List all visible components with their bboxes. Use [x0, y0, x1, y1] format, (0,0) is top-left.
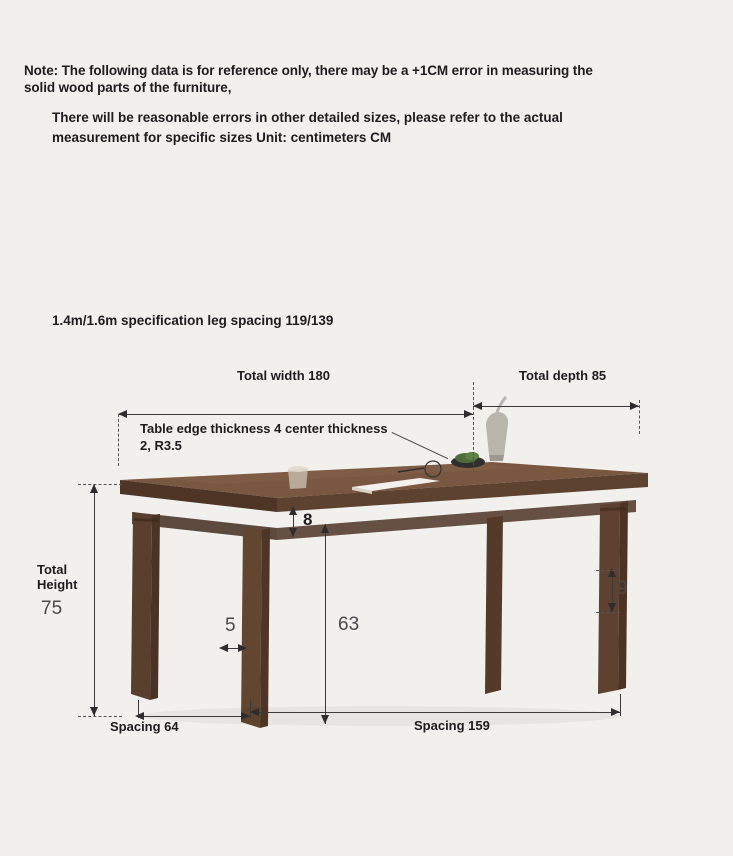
note-line-1: Note: The following data is for reference only, there may be a +1CM error in measuring the [24, 63, 593, 78]
note-line-2: solid wood parts of the furniture, [24, 80, 232, 95]
dimline-clearance [325, 524, 326, 724]
label-spacing-long: Spacing 159 [414, 718, 490, 733]
ext-total-width-right [473, 382, 475, 470]
dimline-total-width [118, 414, 473, 415]
arrow-height-bottom [90, 707, 98, 716]
dimline-spacing-long [250, 712, 620, 713]
arrow-total-depth-right [630, 402, 639, 410]
arrow-leg-inset-left [219, 644, 228, 652]
arrow-total-width-right [464, 410, 473, 418]
dimline-spacing-short [138, 716, 250, 717]
arrow-leg-width-bottom [608, 603, 616, 612]
arrow-apron-top [289, 506, 297, 515]
ext-height-top [78, 484, 122, 486]
ext-leg-width-bottom [596, 612, 620, 614]
value-leg-inset: 5 [225, 615, 236, 636]
arrow-spacing-short-right [241, 712, 250, 720]
ext-total-depth-right [639, 400, 641, 434]
arrow-leg-inset-right [238, 644, 247, 652]
label-total-depth: Total depth 85 [519, 368, 607, 383]
arrow-apron-bottom [289, 528, 297, 537]
arrow-spacing-short-left [135, 712, 144, 720]
dimline-total-depth [473, 406, 639, 407]
spec-line: 1.4m/1.6m specification leg spacing 119/139 [52, 313, 334, 328]
dimline-total-height [94, 484, 95, 716]
value-total-height: 75 [41, 598, 63, 619]
ext-height-bottom [78, 716, 122, 718]
value-apron-drop: 8 [303, 510, 313, 529]
arrow-clearance-bottom [321, 715, 329, 724]
ext-spacing-long-right [620, 694, 621, 716]
leader-target-circle [420, 455, 450, 483]
arrow-spacing-long-right [611, 708, 620, 716]
ext-spacing-short-left [138, 700, 139, 718]
value-clearance: 63 [338, 614, 360, 635]
label-edge-thickness: Table edge thickness 4 center thickness 2, R3.5 [140, 421, 388, 453]
ext-leg-width-top [596, 570, 620, 572]
arrow-clearance-top [321, 524, 329, 533]
arrow-total-depth-left [473, 402, 482, 410]
arrow-height-top [90, 484, 98, 493]
label-total-height: Total Height [37, 562, 78, 592]
arrow-spacing-long-left [250, 708, 259, 716]
value-leg-width: 9 [617, 578, 628, 599]
label-total-width: Total width 180 [237, 368, 330, 383]
ext-total-width-left [118, 414, 120, 466]
note-sub: There will be reasonable errors in other detailed sizes, please refer to the actual measurement for specific sizes Unit: centimeters CM [52, 110, 563, 145]
label-spacing-short: Spacing 64 [110, 719, 179, 734]
